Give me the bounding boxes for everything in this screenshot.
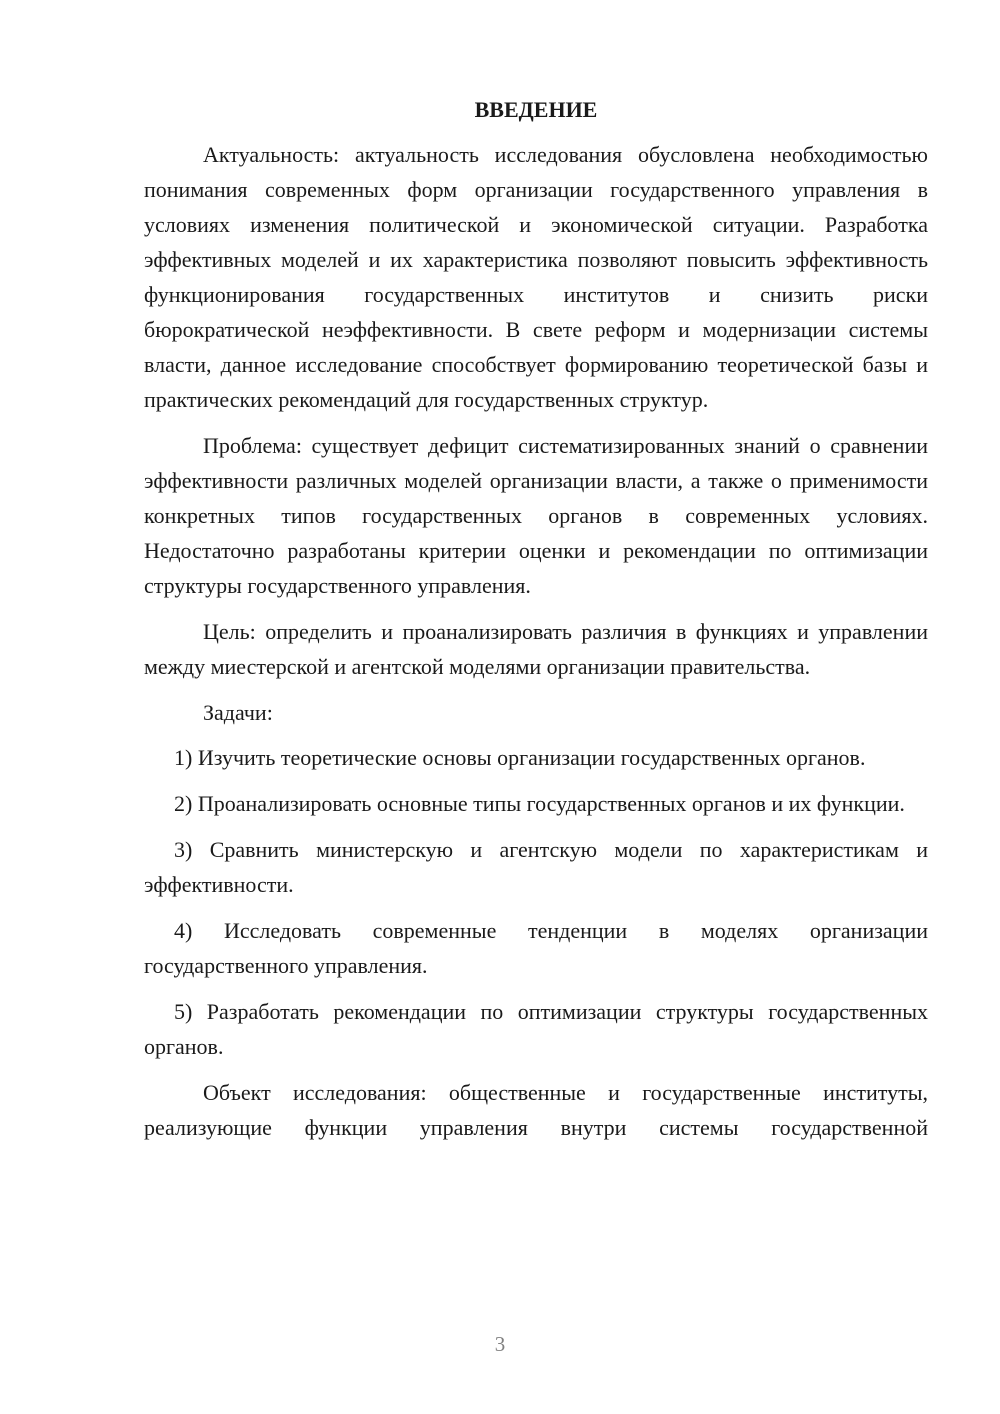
paragraph-problem: Проблема: существует дефицит систематизированных знаний о сравнении эффективности различных моделей организации власти, а также о применимости конкретных типов государственных органов в современных условиях. Недостаточно разработаны критерии оценки и рекомендации по оптимизации структуры государственного управления. xyxy=(144,433,928,598)
section-title: ВВЕДЕНИЕ xyxy=(474,97,598,122)
task-item: 4) Исследовать современные тенденции в моделях организации государственного управления. xyxy=(144,918,928,978)
task-item: 2) Проанализировать основные типы государственных органов и их функции. xyxy=(174,791,905,816)
paragraph-relevance: Актуальность: актуальность исследования обусловлена необходимостью понимания современных форм организации государственного управления в условиях изменения политической и экономической ситуации. Разработка эффективных моделей и их характеристика позволяют повысить эффективность функционирования государственных институтов и снизить риски бюрократической неэффективности. В свете реформ и модернизации системы власти, данное исследование способствует формированию теоретической базы и практических рекомендаций для государственных структур. xyxy=(144,142,928,412)
paragraph-object: Объект исследования: общественные и государственные институты, реализующие функции управления внутри системы государственной xyxy=(144,1080,928,1140)
task-item: 1) Изучить теоретические основы организации государственных органов. xyxy=(174,745,866,770)
task-item: 5) Разработать рекомендации по оптимизации структуры государственных органов. xyxy=(144,999,928,1059)
page-content xyxy=(144,92,928,1156)
paragraph-goal: Цель: определить и проанализировать различия в функциях и управлении между миестерской и агентской моделями организации правительства. xyxy=(144,619,928,679)
page-number: 3 xyxy=(494,1332,506,1356)
tasks-heading: Задачи: xyxy=(203,700,273,725)
task-item: 3) Сравнить министерскую и агентскую модели по характеристикам и эффективности. xyxy=(144,837,928,897)
